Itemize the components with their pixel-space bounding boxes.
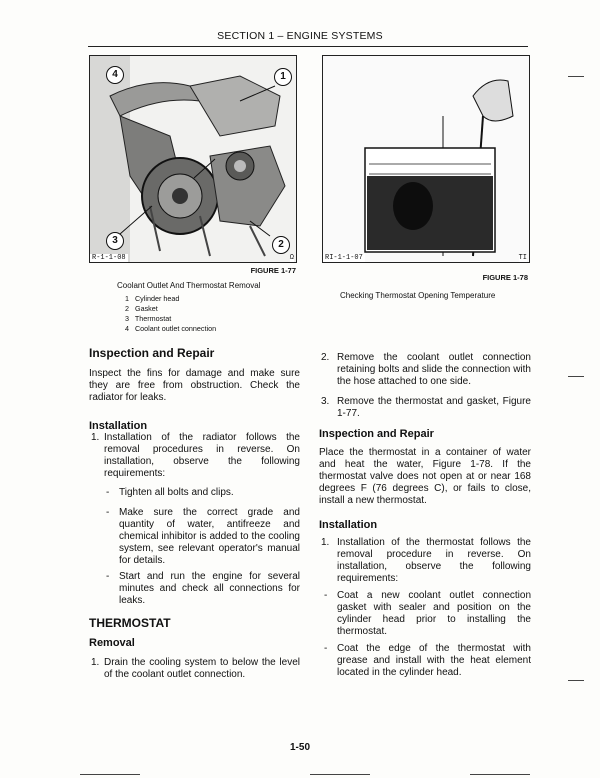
page-number: 1-50 [289,742,310,753]
figure-1-77-image [89,55,297,263]
heading-removal: Removal [89,637,135,649]
edge-mark [310,774,370,775]
installation-step [89,432,300,480]
edge-mark [568,680,584,681]
bullet-item [89,571,300,607]
removal-step-3 [319,396,531,420]
bullet-dash: - [324,590,328,601]
legend-item: 2 Gasket [125,304,158,313]
bullet-dash: - [106,487,110,498]
figure-1-78-image [322,55,530,263]
heading-inspection-repair: Inspection and Repair [319,428,434,440]
step-number: 1. [321,537,330,548]
figure-mark: Ω [289,254,294,262]
left-column [89,346,300,680]
legend-item: 4 Coolant outlet connection [125,324,217,333]
figure-code: R-1-1-08 [92,254,126,262]
callout-3: 3 [106,232,124,250]
heading-installation: Installation [319,519,378,531]
bullet-item [89,487,300,499]
edge-mark [80,774,140,775]
section-header: SECTION 1 – ENGINE SYSTEMS [217,30,383,42]
installation-step [319,537,531,585]
bullet-item [89,507,300,567]
bullet-text: Start and run the engine for several minutes and check all connections for leaks. [119,571,300,606]
bullet-text: Coat the edge of the thermostat with grease and install with the heat element located in the cylinder head. [337,643,531,678]
step-text: Remove the coolant outlet connection retaining bolts and slide the connection with the hose attached to one side. [337,352,531,387]
legend-item: 1 Cylinder head [125,294,180,303]
edge-mark [568,376,584,377]
engine-illustration [90,56,296,262]
removal-step-2 [319,352,531,388]
step-text: Drain the cooling system to below the level of the coolant outlet connection. [104,657,300,680]
heading-thermostat: THERMOSTAT [89,616,171,630]
callout-2: 2 [272,236,290,254]
figure-1-78-caption: Checking Thermostat Opening Temperature [340,291,496,300]
bullet-text: Coat a new coolant outlet connection gasket with sealer and position on the cylinder head prior to installing the thermostat. [337,590,531,637]
step-text: Installation of the radiator follows the removal procedures in reverse. On installation, observe the following requirements: [104,432,300,479]
step-number: 1. [91,657,100,668]
figure-code: RI-1-1-07 [325,254,363,262]
bullet-item [319,643,531,679]
removal-step [89,657,300,681]
callout-4: 4 [106,66,124,84]
inspection-paragraph: Place the thermostat in a container of water and heat the water, Figure 1-78. If the thermostat valve does not open at or near 168 degrees F (76 degrees C), or fails to close, install a new thermostat. [319,447,531,506]
figure-1-78-title: FIGURE 1-78 [482,273,528,282]
figure-mark: TI [518,254,527,262]
legend-item: 3 Thermostat [125,314,172,323]
bullet-dash: - [106,507,110,518]
bullet-text: Tighten all bolts and clips. [119,487,234,498]
bullet-dash: - [324,643,328,654]
step-number: 1. [91,432,100,443]
header-rule [88,46,528,47]
inspection-paragraph: Inspect the fins for damage and make sure they are free from obstruction. Check the radiator for leaks. [89,368,300,403]
step-number: 2. [321,352,330,363]
callout-1: 1 [274,68,292,86]
figure-1-77-caption: Coolant Outlet And Thermostat Removal [117,281,261,290]
step-text: Installation of the thermostat follows the removal procedure in reverse. On installation, observe the following requirements: [337,537,531,584]
bullet-item [319,590,531,638]
edge-mark [470,774,530,775]
heading-inspection-repair: Inspection and Repair [89,346,215,360]
figure-1-77-legend [125,294,216,334]
step-text: Remove the thermostat and gasket, Figure 1-77. [337,396,531,419]
heading-installation: Installation [89,420,148,432]
thermostat-test-illustration [323,56,529,262]
step-number: 3. [321,396,330,407]
edge-mark [568,76,584,77]
bullet-dash: - [106,571,110,582]
figure-1-77-title: FIGURE 1-77 [250,266,296,275]
bullet-text: Make sure the correct grade and quantity of water, antifreeze and chemical inhibitor is added to the cooling system, see relevant operator's manual for details. [119,507,300,566]
